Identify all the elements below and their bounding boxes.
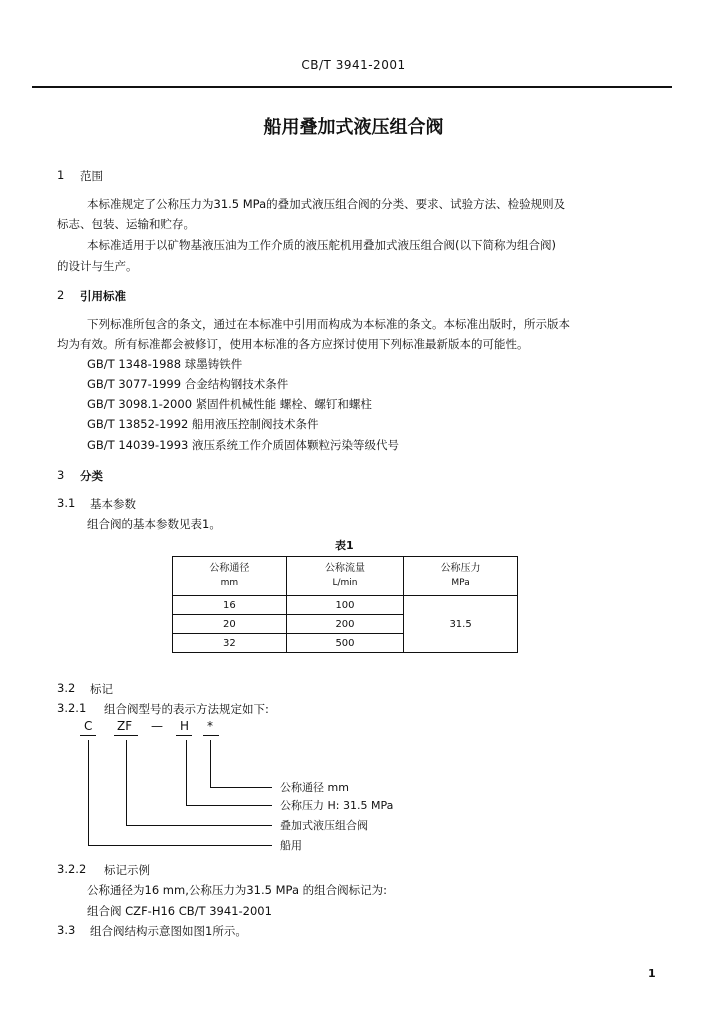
legend-marine: 船用 [280, 839, 302, 852]
section-2-number: 2 [57, 288, 65, 302]
leader-line [126, 825, 272, 826]
code-underline [176, 735, 192, 736]
table-cell-diameter: 16 [173, 596, 287, 615]
section-3-2-2-heading: 标记示例 [104, 863, 150, 877]
section-3-3-number: 3.3 [57, 923, 76, 937]
code-underline [114, 735, 138, 736]
table-header-label: 公称通径 [209, 563, 250, 574]
standard-code-header: CB/T 3941-2001 [301, 58, 406, 72]
leader-line [126, 740, 127, 826]
reference-item: GB/T 14039-1993 液压系统工作介质固体颗粒污染等级代号 [87, 438, 400, 452]
section-3-heading: 分类 [80, 469, 103, 483]
legend-stack-valve: 叠加式液压组合阀 [280, 819, 368, 832]
table-header-cell [404, 557, 518, 596]
legend-nominal-pressure: 公称压力 H: 31.5 MPa [280, 799, 394, 812]
section-1-para2-line2: 的设计与生产。 [57, 259, 138, 273]
section-3-1-text: 组合阀的基本参数见表1。 [87, 517, 221, 531]
marking-example-line1: 公称通径为16 mm,公称压力为31.5 MPa 的组合阀标记为: [87, 883, 388, 897]
leader-line [186, 740, 187, 806]
code-underline [80, 735, 96, 736]
section-3-2-1-number: 3.2.1 [57, 701, 87, 715]
code-part-dash: — [151, 719, 163, 733]
reference-item: GB/T 1348-1988 球墨铸铁件 [87, 357, 243, 371]
table-cell-diameter: 32 [173, 634, 287, 653]
code-part-c: C [84, 719, 93, 733]
section-2-para-line2: 均为有效。所有标准都会被修订，使用本标准的各方应探讨使用下列标准最新版本的可能性。 [57, 337, 529, 351]
page-number: 1 [648, 967, 656, 980]
table-row [173, 596, 518, 615]
page-title: 船用叠加式液压组合阀 [263, 117, 444, 138]
code-part-zf: ZF [117, 719, 133, 733]
section-1-para1-line1: 本标准规定了公称压力为31.5 MPa的叠加式液压组合阀的分类、要求、试验方法、检验规则及 [87, 197, 566, 211]
table-cell-diameter: 20 [173, 615, 287, 634]
marking-example-line2: 组合阀 CZF-H16 CB/T 3941-2001 [87, 904, 272, 918]
section-3-2-number: 3.2 [57, 681, 76, 695]
section-3-3-text: 组合阀结构示意图如图1所示。 [90, 924, 247, 938]
table-cell-flow: 200 [286, 615, 403, 634]
leader-line [210, 787, 272, 788]
table-cell-pressure: 31.5 [404, 596, 518, 653]
leader-line [210, 740, 211, 788]
code-part-star: * [207, 719, 213, 733]
section-3-2-1-text: 组合阀型号的表示方法规定如下: [104, 702, 269, 716]
section-2-heading: 引用标准 [80, 289, 126, 303]
basic-parameters-table [172, 556, 518, 653]
section-3-1-heading: 基本参数 [90, 497, 136, 511]
table-header-cell [173, 557, 287, 596]
section-1-heading: 范围 [80, 169, 103, 183]
leader-line [88, 740, 89, 846]
code-part-h: H [180, 719, 190, 733]
leader-line [186, 805, 272, 806]
reference-item: GB/T 13852-1992 船用液压控制阀技术条件 [87, 417, 319, 431]
section-1-para1-line2: 标志、包装、运输和贮存。 [57, 217, 195, 231]
section-1-number: 1 [57, 168, 65, 182]
table-header-label: 公称压力 [440, 563, 481, 574]
table-header-unit: L/min [332, 578, 358, 588]
table-header-cell [286, 557, 403, 596]
table-header-unit: mm [220, 578, 239, 588]
header-rule [32, 86, 672, 88]
section-2-para-line1: 下列标准所包含的条文，通过在本标准中引用而构成为本标准的条文。本标准出版时，所示版本 [87, 317, 570, 331]
table-cell-flow: 500 [286, 634, 403, 653]
legend-nominal-diameter: 公称通径 mm [280, 781, 349, 794]
section-3-number: 3 [57, 468, 65, 482]
table-header-label: 公称流量 [324, 563, 365, 574]
section-1-para2-line1: 本标准适用于以矿物基液压油为工作介质的液压舵机用叠加式液压组合阀(以下简称为组合阀) [87, 238, 556, 252]
table-cell-flow: 100 [286, 596, 403, 615]
section-3-2-2-number: 3.2.2 [57, 862, 87, 876]
reference-item: GB/T 3098.1-2000 紧固件机械性能 螺栓、螺钉和螺柱 [87, 397, 372, 411]
table-caption: 表1 [335, 539, 354, 552]
leader-line [88, 845, 272, 846]
table-header-unit: MPa [451, 578, 470, 588]
section-3-1-number: 3.1 [57, 496, 76, 510]
code-underline [203, 735, 219, 736]
section-3-2-heading: 标记 [90, 682, 113, 696]
reference-item: GB/T 3077-1999 合金结构钢技术条件 [87, 377, 289, 391]
